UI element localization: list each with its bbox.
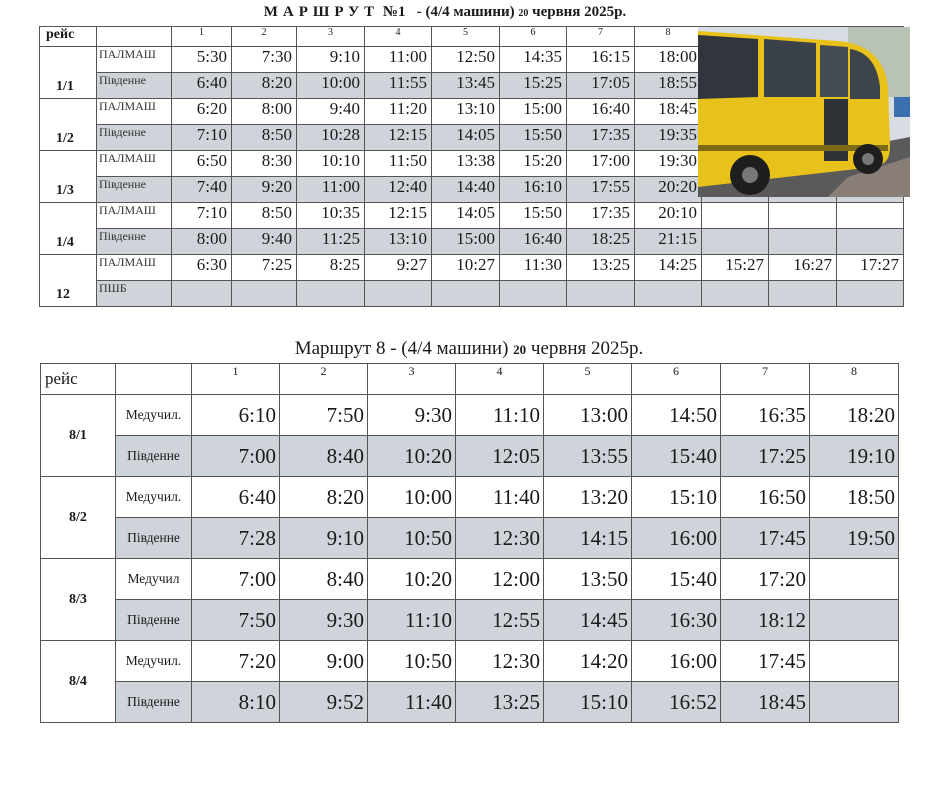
reis-label: 1/2 <box>40 99 97 151</box>
table-row <box>41 518 899 559</box>
time-cell: 18:45 <box>635 99 702 125</box>
column-number: 1 <box>172 27 232 47</box>
time-cell <box>810 559 899 600</box>
time-cell: 17:35 <box>567 125 635 151</box>
time-cell: 15:40 <box>632 559 721 600</box>
column-number: 6 <box>632 364 721 395</box>
reis-header: рейс <box>40 27 97 47</box>
column-number: 7 <box>721 364 810 395</box>
time-cell: 20:10 <box>635 203 702 229</box>
time-cell: 12:05 <box>456 436 544 477</box>
column-number: 8 <box>635 27 702 47</box>
time-cell: 12:15 <box>365 125 432 151</box>
table-row <box>40 203 904 229</box>
time-cell <box>810 600 899 641</box>
table-row <box>40 255 904 281</box>
time-cell: 10:28 <box>297 125 365 151</box>
time-cell: 6:30 <box>172 255 232 281</box>
time-cell: 14:25 <box>635 255 702 281</box>
time-cell: 15:27 <box>702 255 769 281</box>
time-cell: 11:10 <box>456 395 544 436</box>
time-cell: 9:27 <box>365 255 432 281</box>
time-cell: 15:10 <box>544 682 632 723</box>
time-cell <box>635 281 702 307</box>
time-cell: 8:00 <box>232 99 297 125</box>
time-cell: 9:30 <box>368 395 456 436</box>
stop-name: Південне <box>116 436 192 477</box>
time-cell: 14:45 <box>544 600 632 641</box>
time-cell: 10:50 <box>368 518 456 559</box>
table-row <box>41 477 899 518</box>
time-cell: 7:30 <box>232 47 297 73</box>
column-number: 4 <box>365 27 432 47</box>
stop-name: Південне <box>116 518 192 559</box>
time-cell: 11:40 <box>368 682 456 723</box>
time-cell <box>365 281 432 307</box>
time-cell: 18:50 <box>810 477 899 518</box>
time-cell: 10:27 <box>432 255 500 281</box>
time-cell: 7:00 <box>192 559 280 600</box>
route1-title-word: МАРШРУТ <box>263 4 380 20</box>
time-cell <box>500 281 567 307</box>
time-cell: 7:40 <box>172 177 232 203</box>
time-cell: 16:27 <box>769 255 837 281</box>
time-cell: 11:50 <box>365 151 432 177</box>
stop-name: Південне <box>97 177 172 203</box>
time-cell: 10:00 <box>368 477 456 518</box>
time-cell: 17:27 <box>837 255 904 281</box>
time-cell: 11:20 <box>365 99 432 125</box>
stop-name: ПАЛМАШ <box>97 99 172 125</box>
time-cell: 15:25 <box>500 73 567 99</box>
column-number: 4 <box>456 364 544 395</box>
reis-label: 12 <box>40 255 97 307</box>
reis-label: 8/2 <box>41 477 116 559</box>
time-cell: 12:40 <box>365 177 432 203</box>
time-cell: 12:30 <box>456 518 544 559</box>
time-cell: 11:00 <box>365 47 432 73</box>
time-cell: 7:28 <box>192 518 280 559</box>
route1-title <box>180 4 710 24</box>
stop-name: ПАЛМАШ <box>97 255 172 281</box>
time-cell <box>837 281 904 307</box>
time-cell: 19:30 <box>635 151 702 177</box>
time-cell: 11:40 <box>456 477 544 518</box>
time-cell: 10:35 <box>297 203 365 229</box>
column-number: 1 <box>192 364 280 395</box>
time-cell: 16:40 <box>500 229 567 255</box>
time-cell: 12:00 <box>456 559 544 600</box>
table-row <box>41 682 899 723</box>
stop-name: Медучил. <box>116 641 192 682</box>
time-cell: 13:50 <box>544 559 632 600</box>
time-cell: 13:10 <box>365 229 432 255</box>
table-row <box>41 559 899 600</box>
route8-title-month: червня 2025р. <box>530 338 644 359</box>
time-cell <box>232 281 297 307</box>
column-number: 7 <box>567 27 635 47</box>
time-cell: 15:20 <box>500 151 567 177</box>
time-cell: 18:12 <box>721 600 810 641</box>
time-cell <box>769 203 837 229</box>
time-cell: 8:10 <box>192 682 280 723</box>
time-cell: 16:50 <box>721 477 810 518</box>
time-cell: 12:15 <box>365 203 432 229</box>
stop-name: Південне <box>97 125 172 151</box>
time-cell: 16:00 <box>632 641 721 682</box>
time-cell <box>769 229 837 255</box>
time-cell: 12:30 <box>456 641 544 682</box>
route8-title-main: Маршрут 8 - (4/4 машини) <box>294 338 509 359</box>
route1-title-month: червня 2025р. <box>532 4 627 20</box>
time-cell <box>810 682 899 723</box>
table-row <box>40 281 904 307</box>
time-cell: 18:55 <box>635 73 702 99</box>
stop-name: Південне <box>97 229 172 255</box>
time-cell: 11:10 <box>368 600 456 641</box>
time-cell <box>172 281 232 307</box>
time-cell: 8:00 <box>172 229 232 255</box>
time-cell: 18:45 <box>721 682 810 723</box>
stop-name: Південне <box>116 600 192 641</box>
yellow-minibus-photo-icon <box>698 27 910 197</box>
route1-title-num: №1 <box>382 4 406 20</box>
time-cell: 13:20 <box>544 477 632 518</box>
route8-title <box>40 338 898 362</box>
time-cell: 9:52 <box>280 682 368 723</box>
time-cell: 9:40 <box>297 99 365 125</box>
route8-title-day: 20 <box>513 342 527 357</box>
time-cell: 17:35 <box>567 203 635 229</box>
route1-title-day: 20 <box>518 8 529 19</box>
stop-name: Південне <box>97 73 172 99</box>
time-cell <box>769 281 837 307</box>
table-row <box>41 436 899 477</box>
time-cell: 6:40 <box>172 73 232 99</box>
time-cell: 13:25 <box>456 682 544 723</box>
time-cell <box>702 229 769 255</box>
time-cell: 18:00 <box>635 47 702 73</box>
column-number: 2 <box>280 364 368 395</box>
time-cell: 5:30 <box>172 47 232 73</box>
reis-label: 8/3 <box>41 559 116 641</box>
time-cell: 16:35 <box>721 395 810 436</box>
time-cell: 19:35 <box>635 125 702 151</box>
route1-title-dash: - <box>416 4 422 20</box>
time-cell: 14:15 <box>544 518 632 559</box>
time-cell: 12:55 <box>456 600 544 641</box>
time-cell: 15:00 <box>500 99 567 125</box>
reis-label: 1/1 <box>40 47 97 99</box>
time-cell <box>837 203 904 229</box>
reis-header: рейс <box>41 364 116 395</box>
stop-name: Медучил. <box>116 395 192 436</box>
column-number: 3 <box>368 364 456 395</box>
column-number: 2 <box>232 27 297 47</box>
stop-name: Медучил <box>116 559 192 600</box>
time-cell: 10:20 <box>368 436 456 477</box>
time-cell: 9:30 <box>280 600 368 641</box>
time-cell: 17:25 <box>721 436 810 477</box>
stop-name: Медучил. <box>116 477 192 518</box>
time-cell: 14:50 <box>632 395 721 436</box>
time-cell: 13:25 <box>567 255 635 281</box>
reis-label: 1/4 <box>40 203 97 255</box>
time-cell: 8:50 <box>232 203 297 229</box>
time-cell: 11:55 <box>365 73 432 99</box>
time-cell: 17:45 <box>721 518 810 559</box>
reis-label: 8/4 <box>41 641 116 723</box>
bus-photo <box>698 27 910 197</box>
time-cell: 15:50 <box>500 125 567 151</box>
time-cell: 7:20 <box>192 641 280 682</box>
time-cell: 8:50 <box>232 125 297 151</box>
time-cell: 8:25 <box>297 255 365 281</box>
time-cell: 7:00 <box>192 436 280 477</box>
time-cell: 13:45 <box>432 73 500 99</box>
stop-name: ПАЛМАШ <box>97 203 172 229</box>
time-cell: 8:40 <box>280 436 368 477</box>
reis-label: 8/1 <box>41 395 116 477</box>
stop-name: ПАЛМАШ <box>97 47 172 73</box>
time-cell: 10:20 <box>368 559 456 600</box>
time-cell: 11:25 <box>297 229 365 255</box>
time-cell: 14:20 <box>544 641 632 682</box>
time-cell: 17:20 <box>721 559 810 600</box>
header-row <box>41 364 899 395</box>
time-cell <box>837 229 904 255</box>
time-cell: 19:50 <box>810 518 899 559</box>
time-cell: 9:40 <box>232 229 297 255</box>
time-cell: 17:00 <box>567 151 635 177</box>
time-cell: 7:50 <box>280 395 368 436</box>
time-cell <box>702 281 769 307</box>
table-row <box>41 641 899 682</box>
time-cell: 16:30 <box>632 600 721 641</box>
time-cell: 13:00 <box>544 395 632 436</box>
time-cell: 6:50 <box>172 151 232 177</box>
column-number: 8 <box>810 364 899 395</box>
time-cell: 14:35 <box>500 47 567 73</box>
time-cell: 13:38 <box>432 151 500 177</box>
time-cell: 11:30 <box>500 255 567 281</box>
stop-header <box>97 27 172 47</box>
time-cell: 6:20 <box>172 99 232 125</box>
stop-header <box>116 364 192 395</box>
table-row <box>40 229 904 255</box>
route1-title-cars: (4/4 машини) <box>425 4 515 20</box>
time-cell: 6:10 <box>192 395 280 436</box>
time-cell: 17:55 <box>567 177 635 203</box>
time-cell <box>702 203 769 229</box>
time-cell: 10:10 <box>297 151 365 177</box>
time-cell: 17:05 <box>567 73 635 99</box>
time-cell: 8:20 <box>280 477 368 518</box>
time-cell: 7:25 <box>232 255 297 281</box>
time-cell: 15:40 <box>632 436 721 477</box>
time-cell: 10:00 <box>297 73 365 99</box>
time-cell: 16:40 <box>567 99 635 125</box>
time-cell: 18:25 <box>567 229 635 255</box>
time-cell: 15:00 <box>432 229 500 255</box>
time-cell: 19:10 <box>810 436 899 477</box>
column-number: 6 <box>500 27 567 47</box>
stop-name: ПАЛМАШ <box>97 151 172 177</box>
time-cell: 6:40 <box>192 477 280 518</box>
time-cell: 16:00 <box>632 518 721 559</box>
stop-name: ПШБ <box>97 281 172 307</box>
time-cell: 9:10 <box>297 47 365 73</box>
route8-schedule-table <box>40 363 899 723</box>
time-cell: 15:50 <box>500 203 567 229</box>
time-cell: 14:05 <box>432 125 500 151</box>
time-cell: 9:20 <box>232 177 297 203</box>
time-cell: 11:00 <box>297 177 365 203</box>
time-cell: 14:05 <box>432 203 500 229</box>
stop-name: Південне <box>116 682 192 723</box>
time-cell: 21:15 <box>635 229 702 255</box>
reis-label: 1/3 <box>40 151 97 203</box>
time-cell: 8:40 <box>280 559 368 600</box>
column-number: 5 <box>544 364 632 395</box>
time-cell: 9:10 <box>280 518 368 559</box>
table-row <box>41 395 899 436</box>
time-cell: 17:45 <box>721 641 810 682</box>
time-cell: 9:00 <box>280 641 368 682</box>
time-cell: 12:50 <box>432 47 500 73</box>
time-cell <box>297 281 365 307</box>
column-number: 3 <box>297 27 365 47</box>
time-cell: 7:10 <box>172 125 232 151</box>
time-cell: 8:30 <box>232 151 297 177</box>
time-cell: 10:50 <box>368 641 456 682</box>
time-cell: 15:10 <box>632 477 721 518</box>
time-cell <box>810 641 899 682</box>
time-cell: 20:20 <box>635 177 702 203</box>
time-cell: 13:55 <box>544 436 632 477</box>
column-number: 5 <box>432 27 500 47</box>
table-row <box>41 600 899 641</box>
time-cell: 16:52 <box>632 682 721 723</box>
time-cell: 16:10 <box>500 177 567 203</box>
time-cell: 16:15 <box>567 47 635 73</box>
time-cell <box>567 281 635 307</box>
time-cell: 8:20 <box>232 73 297 99</box>
time-cell: 13:10 <box>432 99 500 125</box>
time-cell <box>432 281 500 307</box>
time-cell: 7:50 <box>192 600 280 641</box>
time-cell: 18:20 <box>810 395 899 436</box>
time-cell: 14:40 <box>432 177 500 203</box>
time-cell: 7:10 <box>172 203 232 229</box>
